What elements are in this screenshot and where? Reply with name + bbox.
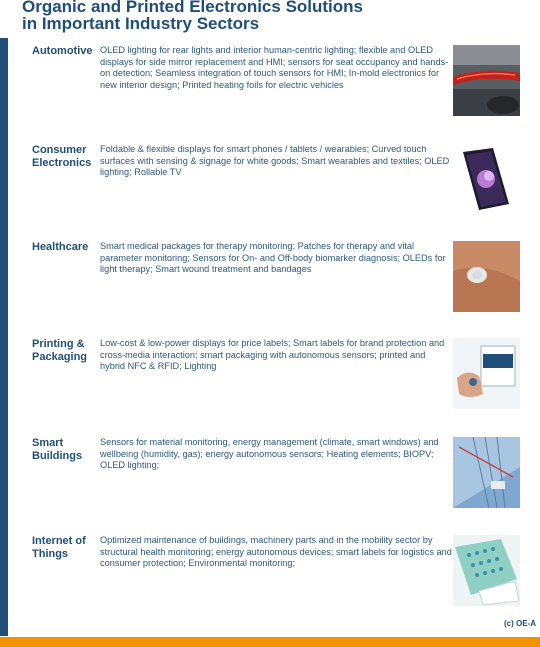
sector-label: Smart Buildings xyxy=(32,437,83,462)
sector-automotive xyxy=(22,45,538,125)
bottom-accent-bar xyxy=(0,637,540,647)
car-tail-light-photo xyxy=(453,45,520,116)
sector-description: Low-cost & low-power displays for price labels; Smart labels for brand protection and cross-media interaction; smart packaging with autonomous sensors; printed and hybrid NFC & RFID; Lighting xyxy=(100,338,445,371)
sector-label: Internet of Things xyxy=(32,535,86,560)
nfc-label-photo xyxy=(453,338,520,409)
sector-internet-of-things xyxy=(22,535,538,615)
copyright-credit: (c) OE-A xyxy=(504,619,536,628)
sector-description: Smart medical packages for therapy monitoring; Patches for therapy and vital parameter monitoring; Sensors for On- and Off-body biomarker diagnosis; OLEDs for light therapy; Smart wound treatment and bandages xyxy=(100,241,446,274)
sector-label: Healthcare xyxy=(32,241,89,253)
title-line-1: Organic and Printed Electronics Solutions xyxy=(22,0,364,16)
left-accent-bar xyxy=(0,38,8,636)
sector-label: Consumer Electronics xyxy=(32,144,92,169)
sector-label: Printing & Packaging xyxy=(32,338,88,363)
sector-printing-packaging xyxy=(22,338,538,418)
sector-healthcare xyxy=(22,241,538,321)
building-facade-photo xyxy=(453,437,520,508)
sector-description: Optimized maintenance of buildings, machinery parts and in the mobility sector by structural health monitoring; energy autonomous devices; smart labels for logistics and consumer protection; Environmental monitoring; xyxy=(100,535,452,568)
title-line-2: in Important Industry Sectors xyxy=(22,14,260,33)
page-title xyxy=(22,0,522,32)
sector-description: OLED lighting for rear lights and interior human-centric lighting; flexible and OLED displays for side mirror replacement and HMI; sensors for seat occupancy and hands-on detection; Seamless integration of touch sensors for HMI; In-mold electronics for new interior design; Printed heating foils for electric vehicles xyxy=(100,45,449,90)
sensor-array-photo xyxy=(453,535,520,606)
sector-consumer-electronics xyxy=(22,144,538,224)
skin-patch-photo xyxy=(453,241,520,312)
sector-description: Sensors for material monitoring, energy management (climate, smart windows) and wellbeing (humidity, gas); energy autonomous sensors; Heating elements; BIOPV; OLED lighting; xyxy=(100,437,439,470)
sector-description: Foldable & flexible displays for smart phones / tablets / wearables; Curved touch surfaces with sensing & signage for white goods; Smart wearables and textiles; OLED lighting; Rollable TV xyxy=(100,144,450,177)
foldable-phone-photo xyxy=(453,144,520,215)
sector-smart-buildings xyxy=(22,437,538,517)
sector-label: Automotive xyxy=(32,45,93,57)
